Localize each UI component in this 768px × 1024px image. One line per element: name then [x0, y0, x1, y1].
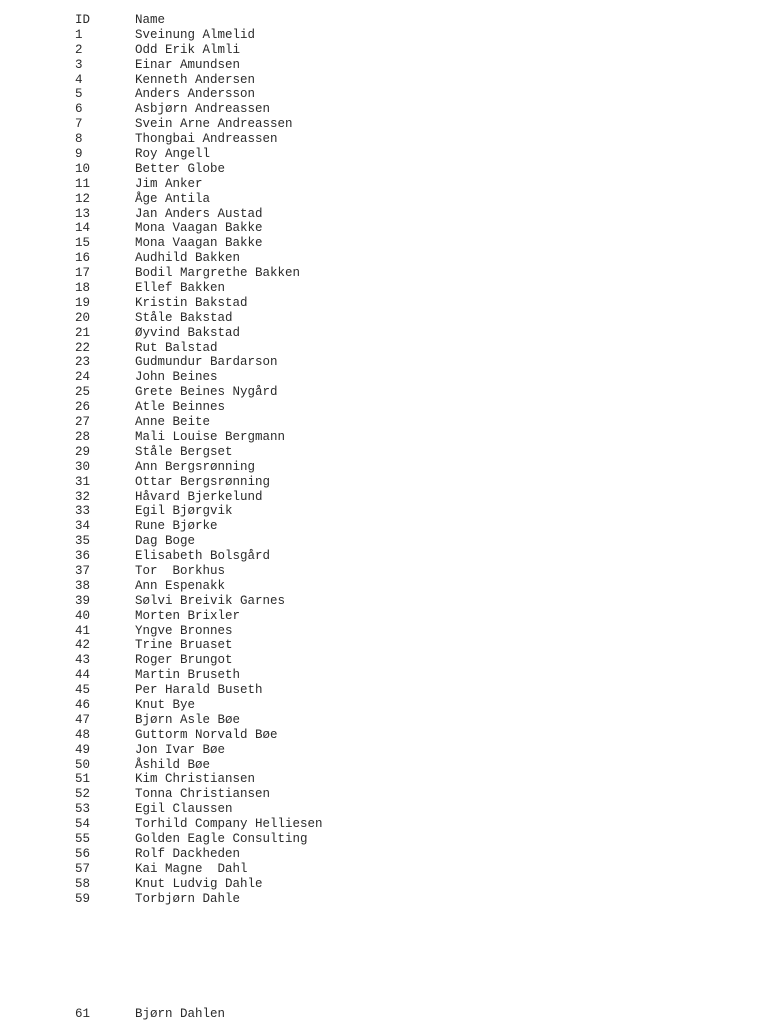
- row-name: Ellef Bakken: [135, 281, 226, 296]
- row-id: 24: [75, 370, 91, 385]
- table-row: [75, 370, 323, 385]
- table-row: [75, 132, 323, 147]
- table-row: [75, 251, 323, 266]
- row-name: Yngve Bronnes: [135, 623, 233, 638]
- row-id: 11: [75, 176, 91, 191]
- row-name: Martin Bruseth: [135, 668, 241, 683]
- table-row: [75, 221, 323, 236]
- row-id: 59: [75, 891, 91, 906]
- row-id: 27: [75, 415, 91, 430]
- row-name: Per Harald Buseth: [135, 683, 263, 698]
- row-id: 49: [75, 742, 91, 757]
- row-name: Kristin Bakstad: [135, 295, 248, 310]
- row-id: 2: [75, 42, 83, 57]
- row-id: 26: [75, 400, 91, 415]
- table-row: [75, 594, 323, 609]
- name-list-table: [75, 13, 323, 906]
- table-row: [75, 713, 323, 728]
- table-row: [75, 638, 323, 653]
- row-name: Jim Anker: [135, 176, 203, 191]
- row-name: Svein Arne Andreassen: [135, 117, 293, 132]
- row-name: Knut Ludvig Dahle: [135, 876, 263, 891]
- table-row: [75, 326, 323, 341]
- row-name: Åshild Bøe: [135, 757, 211, 772]
- row-name: Tor Borkhus: [135, 563, 226, 578]
- row-name: Egil Claussen: [135, 802, 233, 817]
- table-row: [75, 400, 323, 415]
- table-row: [75, 787, 323, 802]
- table-row: [75, 564, 323, 579]
- table-row: [75, 460, 323, 475]
- row-id: 9: [75, 147, 83, 162]
- table-row: [75, 73, 323, 88]
- row-id: 5: [75, 87, 83, 102]
- table-row: [75, 758, 323, 773]
- row-id: 12: [75, 191, 91, 206]
- table-row: [75, 817, 323, 832]
- row-name: Anne Beite: [135, 415, 211, 430]
- table-row: [75, 534, 323, 549]
- row-name: Trine Bruaset: [135, 638, 233, 653]
- row-id: 10: [75, 161, 91, 176]
- row-id: 56: [75, 846, 91, 861]
- table-body: [75, 28, 323, 907]
- row-name: Torhild Company Helliesen: [135, 817, 323, 832]
- row-name: Knut Bye: [135, 697, 196, 712]
- row-id: 8: [75, 132, 83, 147]
- row-name: Rune Bjørke: [135, 519, 218, 534]
- row-name: Ann Bergsrønning: [135, 459, 256, 474]
- table-row: [75, 28, 323, 43]
- header-name: Name: [135, 13, 166, 27]
- row-name: Sveinung Almelid: [135, 27, 256, 42]
- table-row: [75, 862, 323, 877]
- row-id: 32: [75, 489, 91, 504]
- row-name: Roger Brungot: [135, 653, 233, 668]
- row-id: 55: [75, 831, 91, 846]
- table-row: [75, 415, 323, 430]
- row-id: 57: [75, 861, 91, 876]
- table-row: [75, 192, 323, 207]
- row-name: Asbjørn Andreassen: [135, 102, 271, 117]
- table-row: [75, 549, 323, 564]
- table-row: [75, 311, 323, 326]
- row-id: 25: [75, 385, 91, 400]
- row-id: 53: [75, 802, 91, 817]
- row-name: Rolf Dackheden: [135, 846, 241, 861]
- row-name: Anders Andersson: [135, 87, 256, 102]
- row-name: Ottar Bergsrønning: [135, 474, 271, 489]
- table-row: [75, 519, 323, 534]
- row-name: Håvard Bjerkelund: [135, 489, 263, 504]
- table-row: [75, 430, 323, 445]
- row-name: Egil Bjørgvik: [135, 504, 233, 519]
- row-name: Einar Amundsen: [135, 57, 241, 72]
- table-row: [75, 58, 323, 73]
- row-id: 52: [75, 787, 91, 802]
- table-row: [75, 385, 323, 400]
- table-row: [75, 504, 323, 519]
- row-name: Grete Beines Nygård: [135, 385, 278, 400]
- row-id: 18: [75, 281, 91, 296]
- row-id: 54: [75, 817, 91, 832]
- row-id: 42: [75, 638, 91, 653]
- row-id: 19: [75, 295, 91, 310]
- table-row: [75, 117, 323, 132]
- table-row: [75, 445, 323, 460]
- table-row: [75, 266, 323, 281]
- row-name: Rut Balstad: [135, 340, 218, 355]
- row-id: 28: [75, 429, 91, 444]
- row-id: 38: [75, 578, 91, 593]
- row-id: 45: [75, 683, 91, 698]
- row-id: 50: [75, 757, 91, 772]
- row-name: Bjørn Dahlen: [135, 1007, 226, 1021]
- row-name: Guttorm Norvald Bøe: [135, 727, 278, 742]
- table-header-row: [75, 13, 323, 28]
- row-id: 15: [75, 236, 91, 251]
- row-name: Better Globe: [135, 161, 226, 176]
- row-name: Dag Boge: [135, 534, 196, 549]
- table-row: [75, 683, 323, 698]
- row-id: 3: [75, 57, 83, 72]
- table-row: [75, 847, 323, 862]
- row-id: 37: [75, 563, 91, 578]
- row-id: 20: [75, 310, 91, 325]
- row-name: Mona Vaagan Bakke: [135, 236, 263, 251]
- row-name: Ann Espenakk: [135, 578, 226, 593]
- row-id: 40: [75, 608, 91, 623]
- row-name: Tonna Christiansen: [135, 787, 271, 802]
- table-row: [75, 772, 323, 787]
- row-id: 44: [75, 668, 91, 683]
- row-id: 47: [75, 712, 91, 727]
- table-row: [75, 341, 323, 356]
- row-id: 51: [75, 772, 91, 787]
- row-name: Åge Antila: [135, 191, 211, 206]
- row-name: Golden Eagle Consulting: [135, 831, 308, 846]
- row-id: 14: [75, 221, 91, 236]
- row-id: 6: [75, 102, 83, 117]
- table-row: [75, 147, 323, 162]
- row-id: 61: [75, 1007, 91, 1021]
- row-name: Ståle Bakstad: [135, 310, 233, 325]
- table-row: [75, 624, 323, 639]
- row-id: 43: [75, 653, 91, 668]
- row-id: 17: [75, 266, 91, 281]
- row-id: 34: [75, 519, 91, 534]
- row-name: Thongbai Andreassen: [135, 132, 278, 147]
- row-id: 31: [75, 474, 91, 489]
- row-id: 21: [75, 325, 91, 340]
- row-id: 39: [75, 593, 91, 608]
- table-row: [75, 296, 323, 311]
- table-row: [75, 43, 323, 58]
- row-id: 58: [75, 876, 91, 891]
- row-name: Atle Beinnes: [135, 400, 226, 415]
- table-row: [75, 87, 323, 102]
- row-name: Sølvi Breivik Garnes: [135, 593, 286, 608]
- table-row: [75, 609, 323, 624]
- row-id: 22: [75, 340, 91, 355]
- table-row: [75, 162, 323, 177]
- row-name: Elisabeth Bolsgård: [135, 549, 271, 564]
- row-id: 33: [75, 504, 91, 519]
- table-row: [75, 475, 323, 490]
- row-name: John Beines: [135, 370, 218, 385]
- row-name: Mali Louise Bergmann: [135, 429, 286, 444]
- row-name: Jon Ivar Bøe: [135, 742, 226, 757]
- row-name: Kai Magne Dahl: [135, 861, 248, 876]
- row-id: 1: [75, 27, 83, 42]
- table-row: [75, 892, 323, 907]
- table-row: [75, 355, 323, 370]
- table-row: [75, 668, 323, 683]
- table-row: [75, 579, 323, 594]
- row-id: 23: [75, 355, 91, 370]
- row-name: Gudmundur Bardarson: [135, 355, 278, 370]
- table-row: [75, 102, 323, 117]
- row-id: 29: [75, 444, 91, 459]
- row-name: Kim Christiansen: [135, 772, 256, 787]
- row-id: 7: [75, 117, 83, 132]
- row-id: 30: [75, 459, 91, 474]
- row-name: Roy Angell: [135, 147, 211, 162]
- table-row: [75, 698, 323, 713]
- table-row: [75, 653, 323, 668]
- table-row: [75, 802, 323, 817]
- row-name: Morten Brixler: [135, 608, 241, 623]
- row-name: Bodil Margrethe Bakken: [135, 266, 301, 281]
- table-row: [75, 236, 323, 251]
- table-row: [75, 207, 323, 222]
- table-row: [75, 281, 323, 296]
- row-id: 36: [75, 549, 91, 564]
- row-name: Mona Vaagan Bakke: [135, 221, 263, 236]
- row-id: 41: [75, 623, 91, 638]
- row-name: Ståle Bergset: [135, 444, 233, 459]
- table-row: [75, 177, 323, 192]
- row-id: 35: [75, 534, 91, 549]
- table-row: [75, 1007, 225, 1022]
- row-name: Jan Anders Austad: [135, 206, 263, 221]
- table-row: [75, 877, 323, 892]
- row-name: Torbjørn Dahle: [135, 891, 241, 906]
- row-name: Øyvind Bakstad: [135, 325, 241, 340]
- row-id: 48: [75, 727, 91, 742]
- row-name: Odd Erik Almli: [135, 42, 241, 57]
- row-name: Bjørn Asle Bøe: [135, 712, 241, 727]
- table-row: [75, 728, 323, 743]
- row-name: Audhild Bakken: [135, 251, 241, 266]
- table-row: [75, 743, 323, 758]
- table-row: [75, 832, 323, 847]
- header-id: ID: [75, 13, 91, 27]
- row-id: 16: [75, 251, 91, 266]
- row-id: 13: [75, 206, 91, 221]
- row-id: 4: [75, 72, 83, 87]
- row-name: Kenneth Andersen: [135, 72, 256, 87]
- row-id: 46: [75, 697, 91, 712]
- table-row: [75, 490, 323, 505]
